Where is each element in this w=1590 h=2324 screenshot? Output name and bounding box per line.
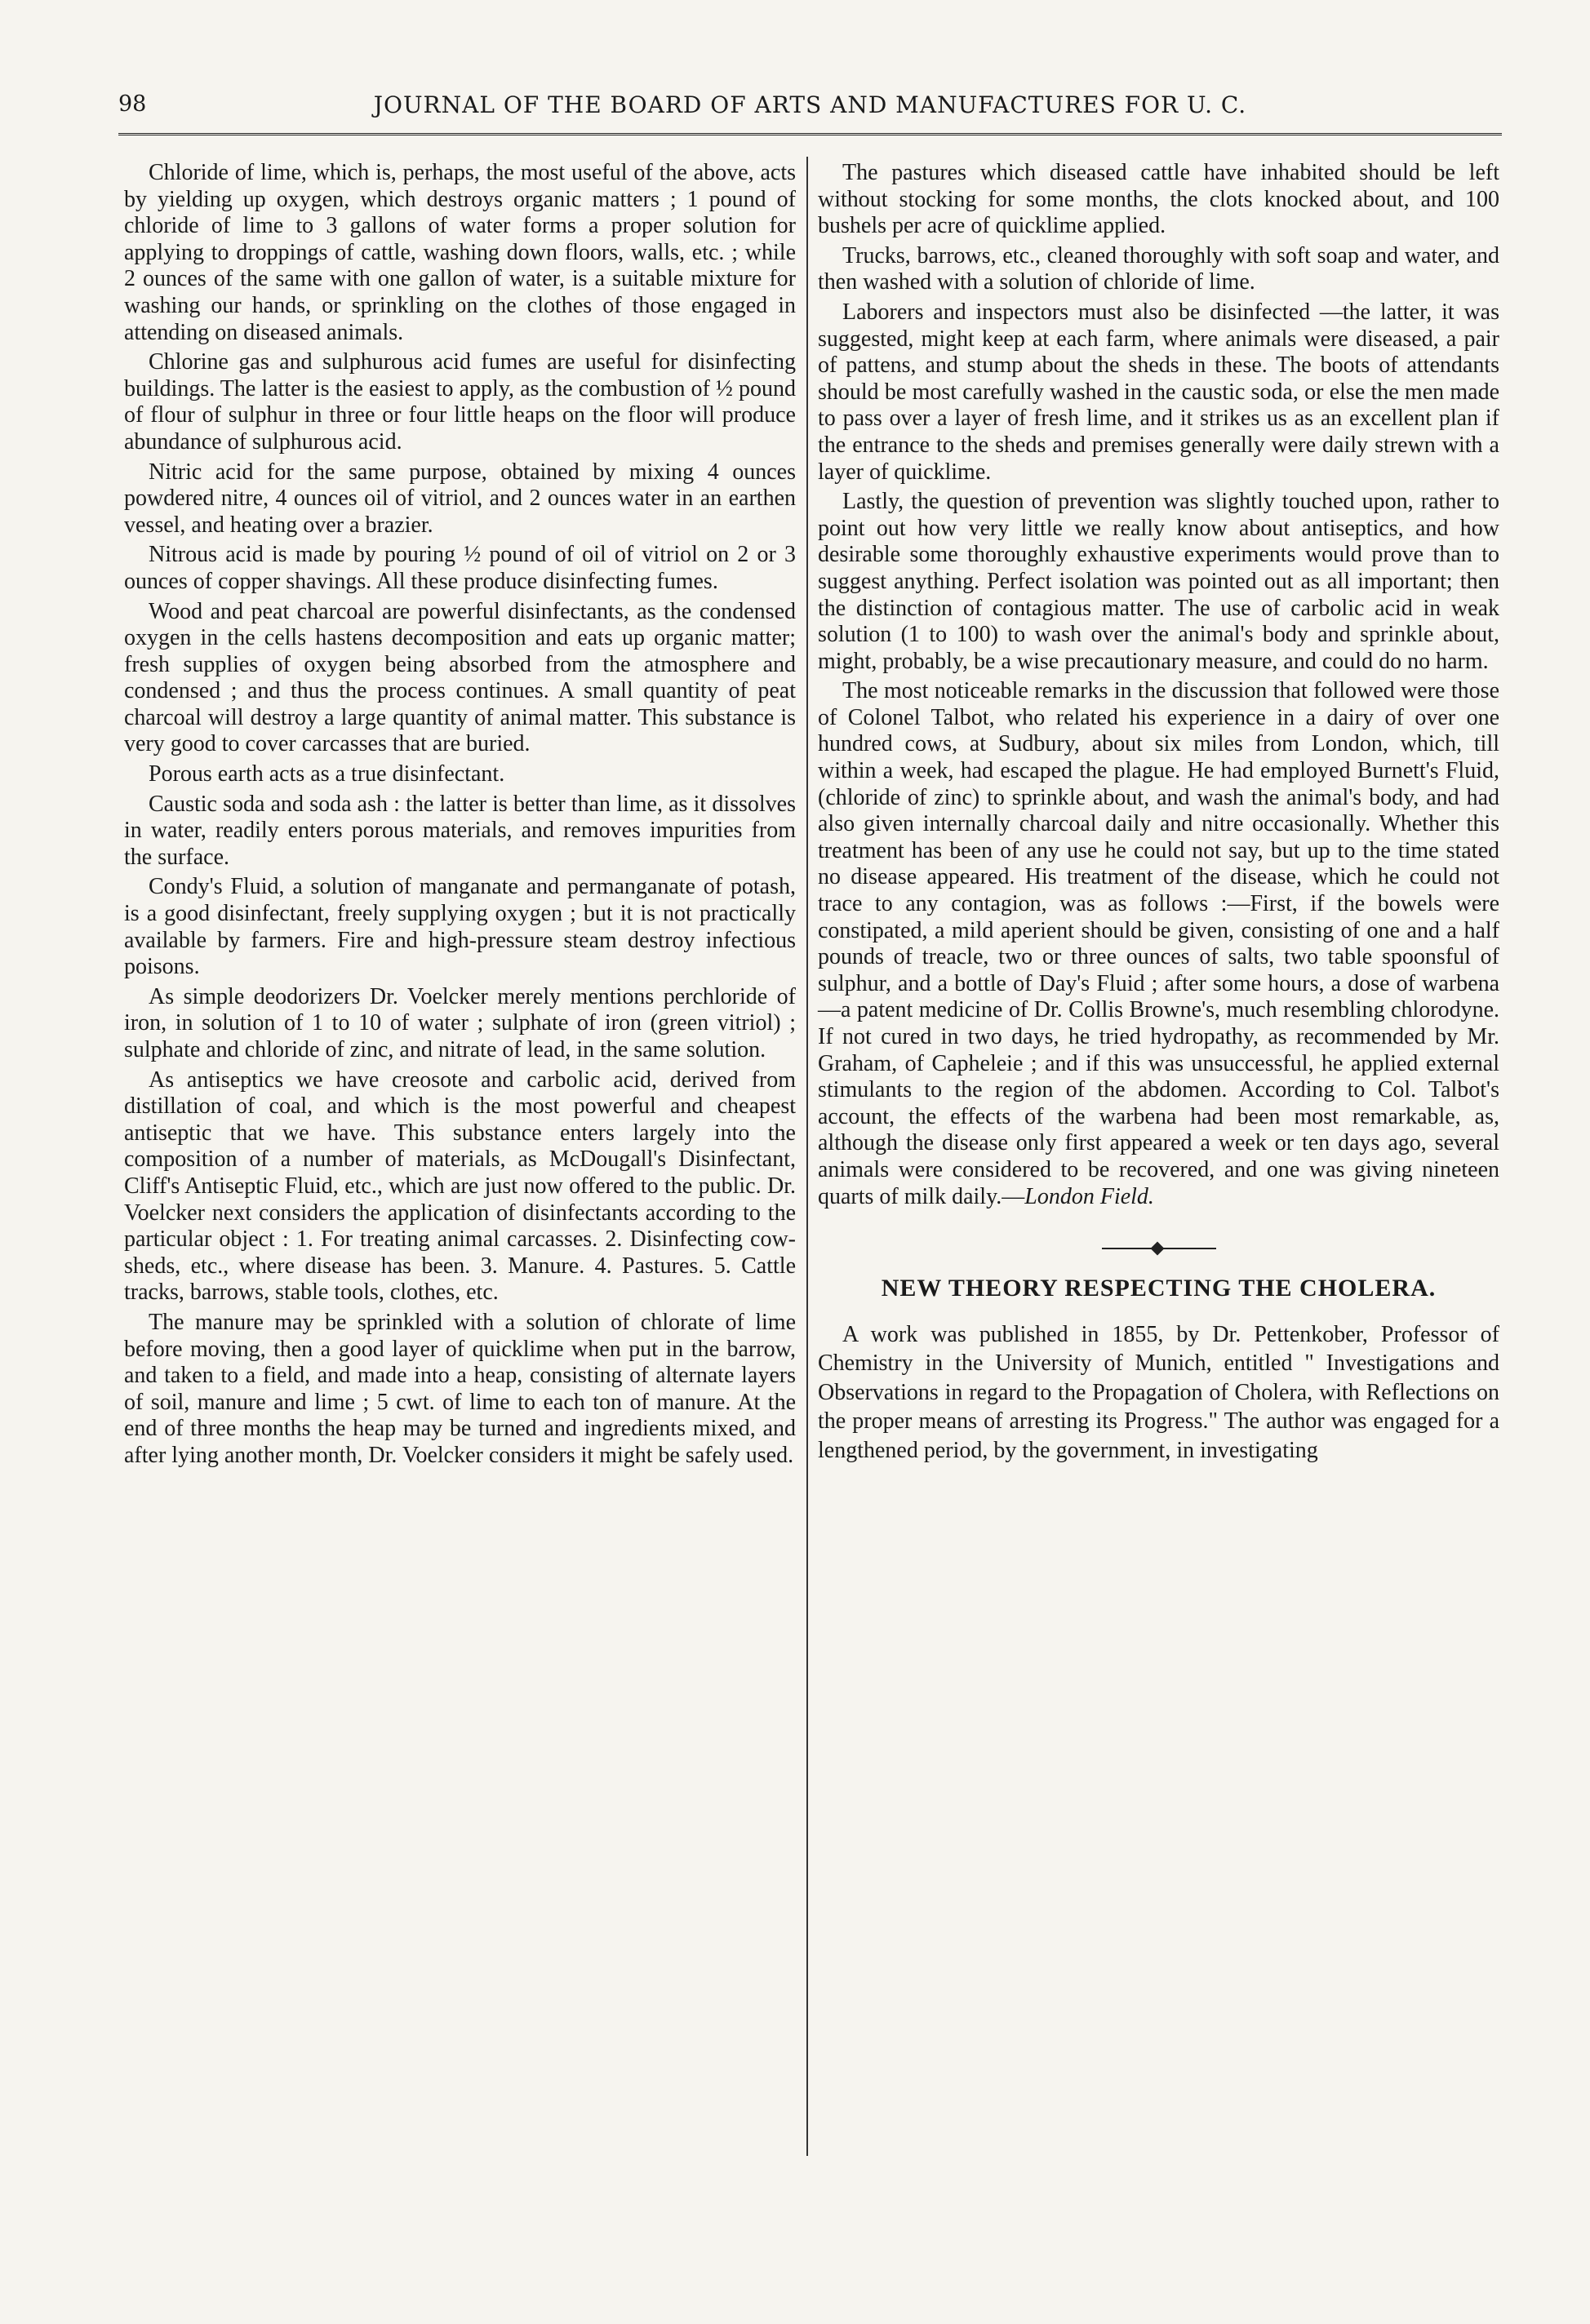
paragraph: Porous earth acts as a true disinfectant. (149, 761, 505, 787)
paragraph: Wood and peat charcoal are powerful disinfectants, as the condensed oxygen in the cells hastens decomposition and eats up organic matter; fresh supplies of oxygen being absorbed from the atmosphere and condensed ; and thus the process continues. A small quantity of peat charcoal will destroy a large quantity of animal matter. This substance is very good to cover carcasses that are buried. (124, 598, 796, 757)
section-body (818, 1320, 1499, 1466)
page-number: 98 (118, 91, 147, 117)
section-separator (1102, 1248, 1216, 1249)
paragraph (818, 678, 1499, 1210)
paragraph: Lastly, the question of prevention was slightly touched upon, rather to point out how very little we really know about antiseptics, and how desirable some thoroughly exhaustive experiments would prove than to suggest anything. Perfect isolation was pointed out as all important; then the distinction of contagious matter. The use of carbolic acid in weak solution (1 to 100) to wash over the animal's body and sprinkle about, might, probably, be a wise precautionary measure, and could do no harm. (818, 489, 1499, 674)
section-heading: NEW THEORY RESPECTING THE CHOLERA. (881, 1275, 1437, 1302)
paragraph: Nitrous acid is made by pouring ½ pound of oil of vitriol on 2 or 3 ounces of copper shavings. All these produce disinfecting fumes. (124, 542, 796, 594)
column-divider (806, 157, 808, 2156)
header-rule (118, 133, 1502, 135)
paragraph-text: The most noticeable remarks in the discussion that followed were those of Colonel Talbot, who related his experience in a dairy of over one hundred cows, at Sudbury, about six miles from London, which, till within a week, had escaped the plague. He had employed Burnett's Fluid, (chloride of zinc) to sprinkle about, and wash the animal's body, and had also given internally charcoal daily and nitre occasionally. Whether this treatment has been of any use he could not say, but up to the time stated no disease appeared. His treatment of the disease, which he could not trace to any contagion, was as follows :—First, if the bowels were constipated, a mild aperient should be given, consisting of one and a half pounds of treacle, two or three ounces of salts, two table spoonsful of sulphur, and a bottle of Day's Fluid ; after some hours, a dose of warbena—a patent medicine of Dr. Collis Browne's, much resembling chlorodyne. If not cured in two days, he tried hydropathy, as recommended by Mr. Graham, of Capheleie ; and if this was unsuccessful, he applied external stimulants to the region of the abdomen. According to Col. Talbot's account, the effects of the warbena had been most remarkable, as, although the disease only first appeared a week or ten days ago, several animals were considered to be recovered, and one was giving nineteen quarts of milk daily.— (818, 678, 1499, 1209)
paragraph: Caustic soda and soda ash : the latter is better than lime, as it dissolves in water, readily enters porous materials, and removes impurities from the surface. (124, 791, 796, 870)
paragraph: As antiseptics we have creosote and carbolic acid, derived from distillation of coal, and which is the most powerful and cheapest antiseptic that we have. This substance enters largely into the composition of a number of materials, as McDougall's Disinfectant, Cliff's Antiseptic Fluid, etc., which are just now offered to the public. Dr. Voelcker next considers the application of disinfectants according to the particular object : 1. For treating animal carcasses. 2. Disinfecting cow-sheds, etc., where disease has been. 3. Manure. 4. Pastures. 5. Cattle tracks, barrows, stable tools, clothes, etc. (124, 1067, 796, 1306)
paragraph: A work was published in 1855, by Dr. Pettenkober, Professor of Chemistry in the University of Munich, entitled " Investigations and Observations in regard to the Propagation of Cholera, with Reflections on the proper means of arresting its Progress." The author was engaged for a lengthened period, by the government, in investigating (818, 1321, 1499, 1463)
source-citation: London Field. (1024, 1183, 1154, 1209)
paragraph: Trucks, barrows, etc., cleaned thoroughly with soft soap and water, and then washed with a solution of chloride of lime. (818, 242, 1499, 295)
paragraph: Nitric acid for the same purpose, obtained by mixing 4 ounces powdered nitre, 4 ounces oil of vitriol, and 2 ounces water in an earthen vessel, and heating over a brazier. (124, 459, 796, 538)
paragraph: Chloride of lime, which is, perhaps, the most useful of the above, acts by yielding up oxygen, which destroys organic matters ; 1 pound of chloride of lime to 3 gallons of water forms a proper solution for applying to droppings of cattle, washing down floors, walls, etc. ; while 2 ounces of the same with one gallon of water, is a suitable mixture for washing our hands, or sprinkling on the clothes of those engaged in attending on diseased animals. (124, 160, 796, 345)
paragraph: Chlorine gas and sulphurous acid fumes are useful for disinfecting buildings. The latter is the easiest to apply, as the combustion of ½ pound of flour of sulphur in three or four little heaps on the floor will produce abundance of sulphurous acid. (124, 349, 796, 455)
right-column (818, 160, 1499, 2143)
paragraph: Condy's Fluid, a solution of manganate and permanganate of potash, is a good disinfectant, freely supplying oxygen ; but it is not practically available by farmers. Fire and high-pressure steam destroy infectious poisons. (124, 874, 796, 980)
left-column (124, 160, 796, 2143)
paragraph: The manure may be sprinkled with a solution of chlorate of lime before moving, then a good layer of quicklime when put in the barrow, and taken to a field, and made into a heap, consisting of alternate layers of soil, manure and lime ; 5 cwt. of lime to each ton of manure. At the end of three months the heap may be turned and ingredients mixed, and after lying another month, Dr. Voelcker considers it might be safely used. (124, 1309, 796, 1468)
paragraph: The pastures which diseased cattle have inhabited should be left without stocking for some months, the clots knocked about, and 100 bushels per acre of quicklime applied. (818, 160, 1499, 239)
paragraph: Laborers and inspectors must also be disinfected —the latter, it was suggested, might keep at each farm, where animals were diseased, a pair of pattens, and stump about the sheds in these. The boots of attendants should be most carefully washed in the caustic soda, or else the men made to pass over a layer of fresh lime, and it strikes us as an excellent plan if the entrance to the sheds and premises generally were daily strewn with a layer of quicklime. (818, 299, 1499, 485)
running-title: JOURNAL OF THE BOARD OF ARTS AND MANUFACTURES FOR U. C. (373, 91, 1247, 118)
paragraph: As simple deodorizers Dr. Voelcker merely mentions perchloride of iron, in solution of 1 to 10 of water ; sulphate of iron (green vitriol) ; sulphate and chloride of zinc, and nitrate of lead, in the same solution. (124, 983, 796, 1062)
